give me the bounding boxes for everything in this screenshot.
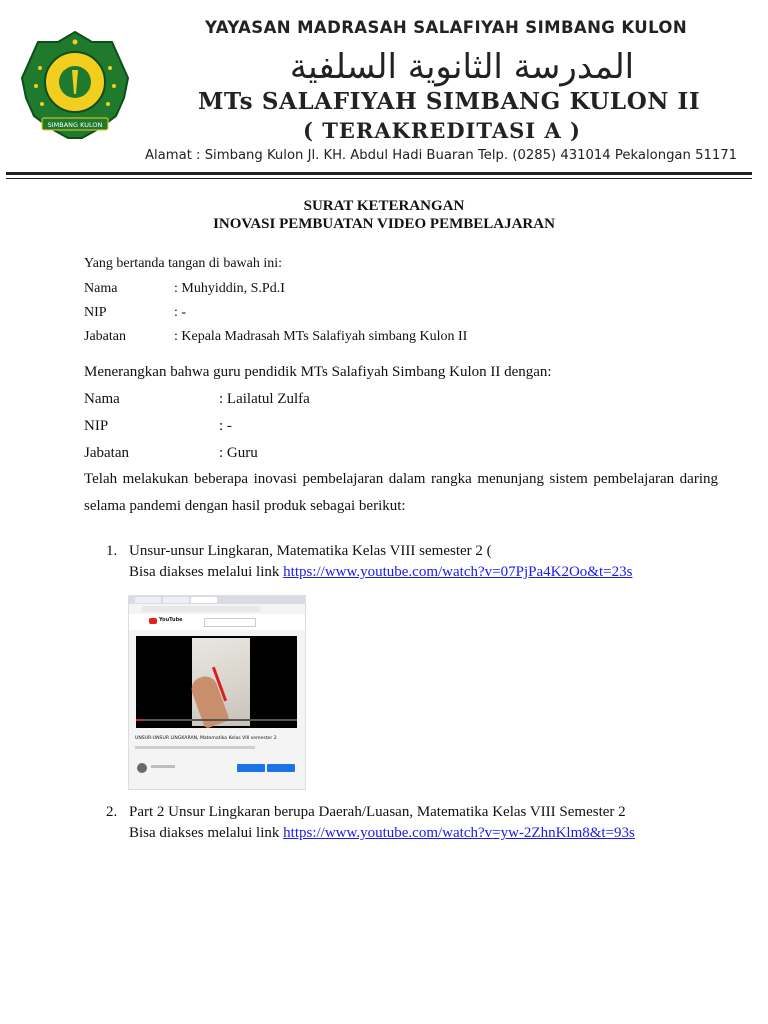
divider xyxy=(6,172,752,175)
teacher-position-label: Jabatan xyxy=(84,445,129,461)
browser-tab xyxy=(135,597,161,603)
video-progress-bar xyxy=(136,719,297,721)
youtube-link[interactable]: https://www.youtube.com/watch?v=yw-2ZhnKlm8&t=93s xyxy=(283,825,635,841)
divider xyxy=(6,178,752,179)
analytics-button xyxy=(237,764,265,772)
address: Alamat : Simbang Kulon Jl. KH. Abdul Hadi Buaran Telp. (0285) 431014 Pekalongan 51171 xyxy=(145,148,738,163)
browser-tab xyxy=(163,597,189,603)
youtube-link[interactable]: https://www.youtube.com/watch?v=07PjPa4K2Oo&t=23s xyxy=(283,564,633,580)
address-bar xyxy=(141,606,261,612)
video-player xyxy=(136,636,297,728)
search-box xyxy=(204,618,256,627)
item-title: Unsur-unsur Lingkaran, Matematika Kelas VIII semester 2 ( xyxy=(129,543,492,559)
logo-label: SIMBANG KULON xyxy=(47,121,103,129)
document-title: SURAT KETERANGAN xyxy=(303,198,465,214)
teacher-position-value: : Guru xyxy=(219,445,258,461)
video-title: UNSUR-UNSUR LINGKARAN, Matematika Kelas VIII semester 2 xyxy=(135,736,277,741)
madrasah-logo-icon xyxy=(20,30,130,142)
signer-name-value: : Muhyiddin, S.Pd.I xyxy=(174,281,285,296)
arabic-school-name: المدرسة الثانوية السلفية xyxy=(289,47,635,87)
list-number: 2. xyxy=(106,804,118,820)
item-access-line xyxy=(129,825,635,842)
youtube-header xyxy=(129,614,305,630)
signer-position-label: Jabatan xyxy=(84,329,126,344)
edit-video-button xyxy=(267,764,295,772)
teacher-nip-value: : - xyxy=(219,418,232,434)
access-text: Bisa diakses melalui link xyxy=(129,825,284,841)
accreditation: ( TERAKREDITASI A ) xyxy=(303,118,581,143)
signer-nip-label: NIP xyxy=(84,305,107,320)
document-subtitle: INOVASI PEMBUATAN VIDEO PEMBELAJARAN xyxy=(213,216,555,232)
teacher-name-value: : Lailatul Zulfa xyxy=(219,391,310,407)
foundation-name: YAYASAN MADRASAH SALAFIYAH SIMBANG KULON xyxy=(205,18,688,37)
list-number: 1. xyxy=(106,543,118,559)
youtube-wordmark: YouTube xyxy=(159,617,183,623)
school-name: MTs SALAFIYAH SIMBANG KULON II xyxy=(198,88,701,115)
item-title: Part 2 Unsur Lingkaran berupa Daerah/Luasan, Matematika Kelas VIII Semester 2 xyxy=(129,804,626,820)
youtube-logo-icon xyxy=(149,618,157,624)
item-access-line xyxy=(129,564,632,581)
letterhead xyxy=(0,0,768,185)
intro-text: Yang bertanda tangan di bawah ini: xyxy=(84,256,283,271)
video-screenshot xyxy=(128,595,306,790)
signer-name-label: Nama xyxy=(84,281,118,296)
body-paragraph: Telah melakukan beberapa inovasi pembelajaran dalam rangka menunjang sistem pembelajaran daring selama pandemi dengan hasil produk sebagai berikut: xyxy=(84,471,718,514)
statement-text: Menerangkan bahwa guru pendidik MTs Salafiyah Simbang Kulon II dengan: xyxy=(84,364,552,380)
signer-nip-value: : - xyxy=(174,305,187,320)
channel-avatar xyxy=(137,763,147,773)
video-meta xyxy=(135,746,255,749)
teacher-name-label: Nama xyxy=(84,391,120,407)
signer-position-value: : Kepala Madrasah MTs Salafiyah simbang Kulon II xyxy=(174,329,468,344)
browser-tab-active xyxy=(191,597,217,603)
access-text: Bisa diakses melalui link xyxy=(129,564,284,580)
channel-name xyxy=(151,765,175,768)
teacher-nip-label: NIP xyxy=(84,418,109,434)
